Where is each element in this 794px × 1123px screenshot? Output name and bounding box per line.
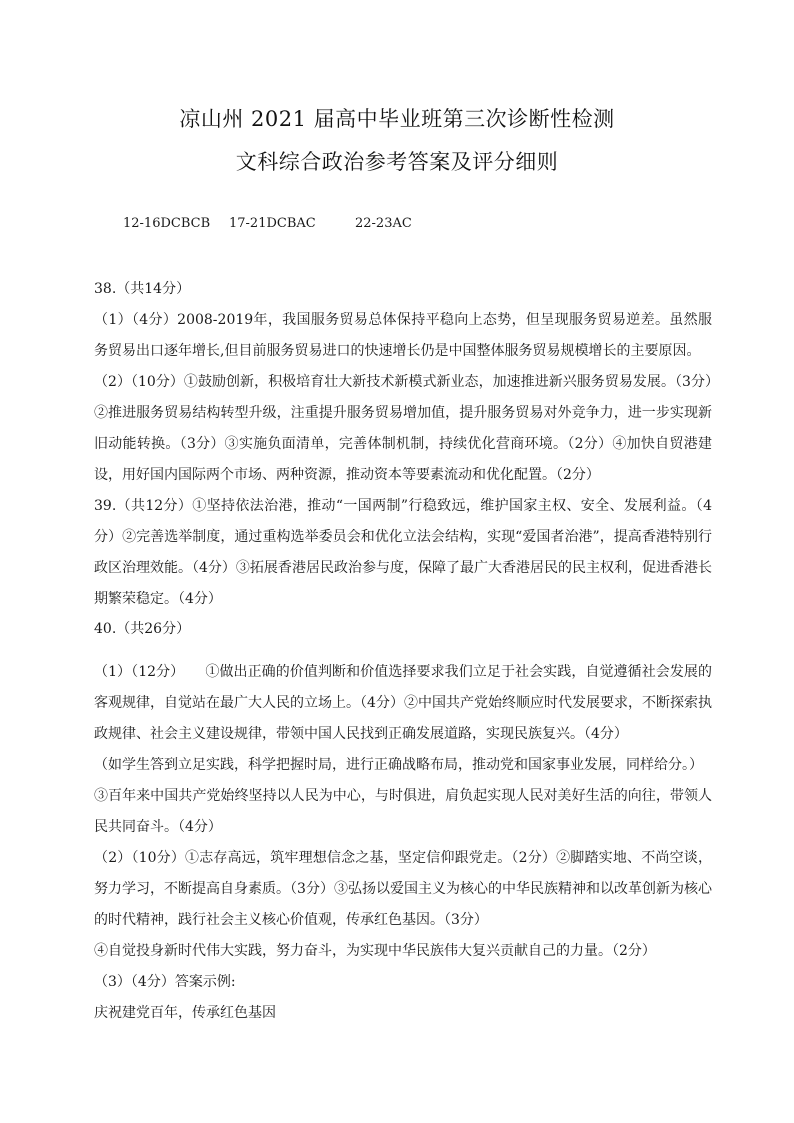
question-40-part1: （1）（12分） ①做出正确的价值判断和价值选择要求我们立足于社会实践，自觉遵循社会发展的客观规律，自觉站在最广大人民的立场上。（4分）②中国共产党始终顺应时代发展要求，不断探索执政规律、社会主义建设规律，带领中国人民找到正确发展道路，实现民族复兴。（4分） — [94, 664, 712, 742]
question-38-part2: （2）（10分）①鼓励创新，积极培育壮大新技术新模式新业态，加速推进新兴服务贸易发展。（3分）②推进服务贸易结构转型升级，注重提升服务贸易增加值，提升服务贸易对外竞争力，进一步实现新旧动能转换。（3分）③实施负面清单，完善体制机制，持续优化营商环境。（2分）④加快自贸港建设，用好国内国际两个市场、两种资源，推动资本等要素流动和优化配置。（2分） — [94, 374, 712, 483]
choice-answer-group: 17-21DCBAC — [229, 216, 316, 231]
choice-answer-group: 22-23AC — [355, 216, 412, 231]
question-40-part2b: ④自觉投身新时代伟大实践，努力奋斗，为实现中华民族伟大复兴贡献自己的力量。（2分） — [94, 943, 656, 959]
choice-answer-group: 12-16DCBCB — [123, 216, 211, 231]
question-section — [94, 274, 712, 615]
question-40-example: 庆祝建党百年，传承红色基因 — [94, 1005, 276, 1021]
question-38-heading: 38.（共14分） — [94, 281, 191, 297]
question-40-heading: 40.（共26分） — [94, 621, 191, 637]
question-40-part2: （2）（10分）①志存高远，筑牢理想信念之基，坚定信仰跟党走。（2分）②脚踏实地、不尚空谈，努力学习，不断提高自身素质。（3分）③弘扬以爱国主义为核心的中华民族精神和以改革创新为核心的时代精神，践行社会主义核心价值观，传承红色基因。（3分） — [94, 850, 712, 928]
question-40-part3: （3）（4分）答案示例: — [94, 974, 236, 990]
question-38-part1: （1）（4分）2008-2019年，我国服务贸易总体保持平稳向上态势，但呈现服务贸易逆差。虽然服务贸易出口逐年增长,但目前服务贸易进口的快速增长仍是中国整体服务贸易规模增长的主要原因。 — [94, 312, 712, 359]
choice-answers — [123, 216, 412, 231]
document-subtitle: 文科综合政治参考答案及评分细则 — [235, 150, 559, 174]
document-title: 凉山州 2021 届高中毕业班第三次诊断性检测 — [179, 107, 615, 131]
question-40-part1b: ③百年来中国共产党始终坚持以人民为中心，与时俱进，肩负起实现人民对美好生活的向往，带领人民共同奋斗。（4分） — [94, 788, 712, 835]
question-39-answer: 39.（共12分）①坚持依法治港，推动“一国两制”行稳致远，维护国家主权、安全、发展利益。（4分）②完善选举制度，通过重构选举委员会和优化立法会结构，实现“爱国者治港”，提高香港特别行政区治理效能。（4分）③拓展香港居民政治参与度，保障了最广大香港居民的民主权利，促进香港长期繁荣稳定。（4分） — [94, 498, 712, 607]
question-section — [94, 614, 712, 1029]
question-40-note: （如学生答到立足实践，科学把握时局，进行正确战略布局，推动党和国家事业发展，同样给分。） — [94, 757, 703, 773]
